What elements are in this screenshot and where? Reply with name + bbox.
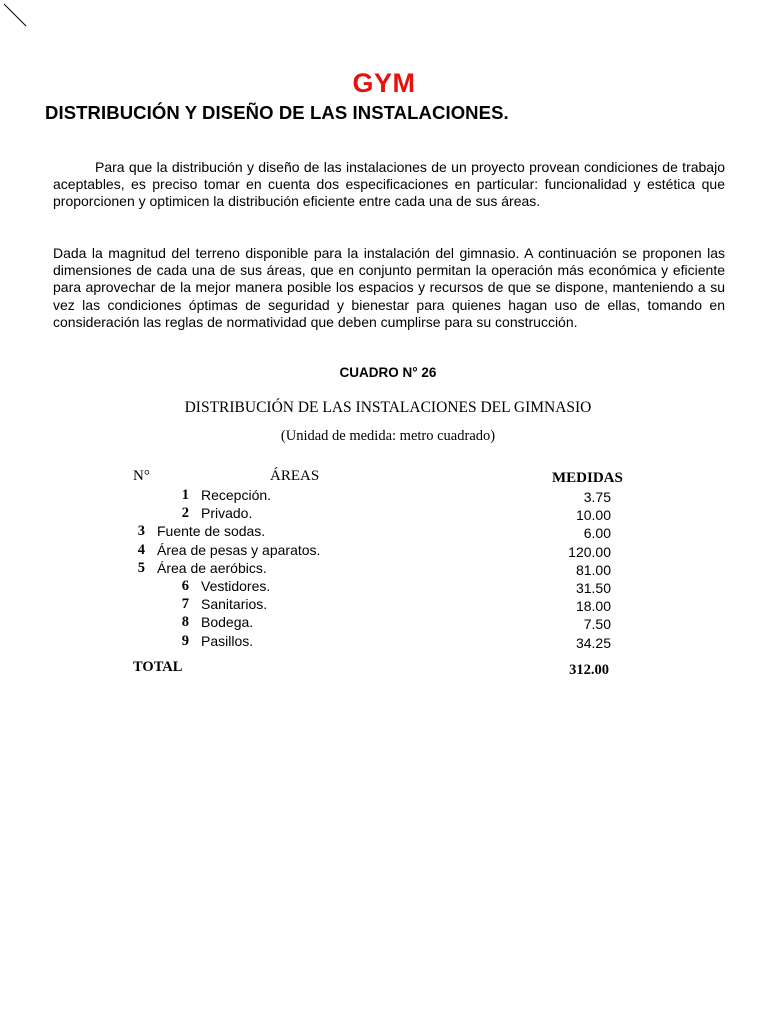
row-area-name: Privado. [201,505,253,522]
total-value: 312.00 [569,662,609,678]
table-title: DISTRIBUCIÓN DE LAS INSTALACIONES DEL GIMNASIO [184,399,592,416]
table-row [0,578,768,596]
row-number: 3 [137,523,145,540]
row-area-name: Bodega. [201,614,254,631]
row-measure: 10.00 [575,507,611,524]
section-heading: DISTRIBUCIÓN Y DISEÑO DE LAS INSTALACIONES. [45,102,509,123]
table-row [0,505,768,523]
dimensions-paragraph: Dada la magnitud del terreno disponible para la instalación del gimnasio. A continuación se proponen las dimensiones de cada una de sus áreas, que en conjunto permitan la operación más económica y eficiente para aprovechar de la mejor manera posible los espacios y recursos de que se dispone, manteniendo a su vez las condiciones óptimas de seguridad y bienestar para quienes hagan uso de ellas, tomando en consideración las reglas de normatividad que deben cumplirse para su construcción. [53,245,725,330]
table-unit-note: (Unidad de medida: metro cuadrado) [280,428,496,444]
row-number: 8 [181,614,189,631]
page-title: GYM [352,68,416,98]
row-measure: 7.50 [583,616,611,633]
table-row [0,523,768,541]
row-number: 1 [181,487,189,503]
table-row [0,596,768,614]
corner-fold-line [0,0,30,30]
column-header-areas: ÁREAS [270,468,320,484]
column-header-number: N° [133,468,150,484]
row-measure: 3.75 [583,489,611,505]
table-row [0,487,768,505]
row-area-name: Vestidores. [201,578,271,594]
row-area-name: Fuente de sodas. [157,523,266,540]
table-row [0,633,768,651]
row-number: 6 [181,578,189,594]
total-label: TOTAL [133,659,183,675]
row-measure: 31.50 [575,580,611,596]
table-row [0,560,768,578]
row-measure: 34.25 [575,634,611,651]
table-row [0,542,768,560]
row-measure: 81.00 [575,561,611,578]
column-header-medidas: MEDIDAS [552,470,623,486]
row-number: 5 [137,559,145,576]
table-row [0,614,768,632]
row-measure: 18.00 [575,598,611,615]
row-measure: 6.00 [583,525,611,542]
row-number: 2 [181,505,189,522]
row-number: 4 [137,541,145,558]
table-caption-number: CUADRO N° 26 [339,365,437,380]
row-area-name: Sanitarios. [201,596,268,613]
row-area-name: Pasillos. [201,632,254,649]
row-area-name: Área de aeróbics. [157,559,267,576]
row-measure: 120.00 [568,543,611,560]
row-number: 9 [181,632,189,649]
intro-paragraph: Para que la distribución y diseño de las instalaciones de un proyecto provean condiciones de trabajo aceptables, es preciso tomar en cuenta dos especificaciones en particular: funcionalidad y estética que proporcionen y optimicen la distribución eficiente entre cada una de sus áreas. [53,159,725,210]
row-area-name: Recepción. [201,487,272,503]
row-area-name: Área de pesas y aparatos. [157,541,321,558]
row-number: 7 [181,596,189,613]
